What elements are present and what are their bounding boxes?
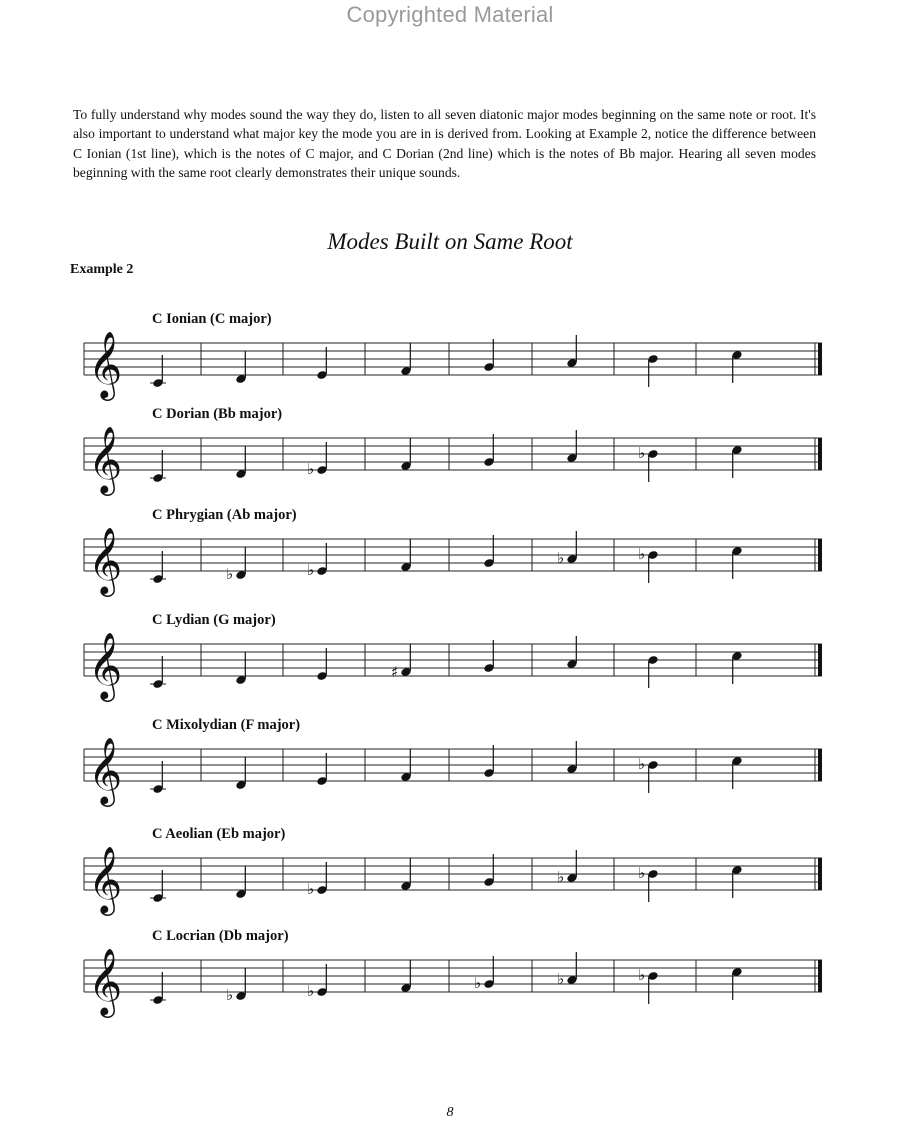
flat-accidental: ♭ (474, 974, 482, 992)
mode-label: C Dorian (Bb major) (152, 406, 283, 422)
treble-clef-icon: 𝄞 (88, 526, 123, 594)
staff (0, 311, 900, 421)
staff (0, 507, 900, 617)
sharp-accidental: ♯ (391, 663, 399, 681)
flat-accidental: ♭ (557, 970, 565, 988)
flat-accidental: ♭ (226, 565, 234, 583)
flat-accidental: ♭ (307, 982, 315, 1000)
treble-clef-icon: 𝄞 (88, 845, 123, 913)
section-title: Modes Built on Same Root (327, 229, 573, 254)
mode-staff (0, 311, 900, 421)
mode-label: C Ionian (C major) (152, 311, 272, 327)
staff (0, 928, 900, 1038)
mode-label: C Mixolydian (F major) (152, 717, 301, 733)
final-barline-thick (818, 438, 822, 470)
treble-clef-icon: 𝄞 (88, 631, 123, 699)
staff (0, 826, 900, 936)
final-barline-thick (818, 644, 822, 676)
treble-clef-icon: 𝄞 (88, 947, 123, 1015)
final-barline-thick (818, 343, 822, 375)
flat-accidental: ♭ (638, 864, 646, 882)
page-number: 8 (446, 1105, 454, 1120)
mode-label: C Phrygian (Ab major) (152, 507, 297, 523)
example-label: Example 2 (70, 262, 134, 277)
flat-accidental: ♭ (638, 966, 646, 984)
mode-label: C Aeolian (Eb major) (152, 826, 286, 842)
mode-staff (0, 507, 900, 617)
final-barline-thick (818, 858, 822, 890)
final-barline-thick (818, 749, 822, 781)
mode-label: C Lydian (G major) (152, 612, 276, 628)
treble-clef-icon: 𝄞 (88, 330, 123, 398)
treble-clef-icon: 𝄞 (88, 425, 123, 493)
flat-accidental: ♭ (638, 444, 646, 462)
mode-staff (0, 406, 900, 516)
final-barline-thick (818, 960, 822, 992)
final-barline-thick (818, 539, 822, 571)
mode-staff (0, 717, 900, 827)
flat-accidental: ♭ (307, 460, 315, 478)
mode-label: C Locrian (Db major) (152, 928, 289, 944)
flat-accidental: ♭ (226, 986, 234, 1004)
watermark: Copyrighted Material (346, 2, 554, 27)
staff (0, 612, 900, 722)
treble-clef-icon: 𝄞 (88, 736, 123, 804)
flat-accidental: ♭ (307, 561, 315, 579)
staff (0, 717, 900, 827)
staff (0, 406, 900, 516)
flat-accidental: ♭ (638, 545, 646, 563)
intro-paragraph: To fully understand why modes sound the way they do, listen to all seven diatonic major modes beginning on the same note or root. It's also important to understand what major key the mode you are in is derived from. Looking at Example 2, notice the difference between C Ionian (1st line), which is the notes of C major, and C Dorian (2nd line) which is the notes of Bb major. Hearing all seven modes beginning with the same root clearly demonstrates their unique sounds. (73, 107, 816, 181)
mode-staff (0, 612, 900, 722)
flat-accidental: ♭ (638, 755, 646, 773)
flat-accidental: ♭ (557, 868, 565, 886)
mode-staff (0, 826, 900, 936)
mode-staff (0, 928, 900, 1038)
flat-accidental: ♭ (307, 880, 315, 898)
flat-accidental: ♭ (557, 549, 565, 567)
